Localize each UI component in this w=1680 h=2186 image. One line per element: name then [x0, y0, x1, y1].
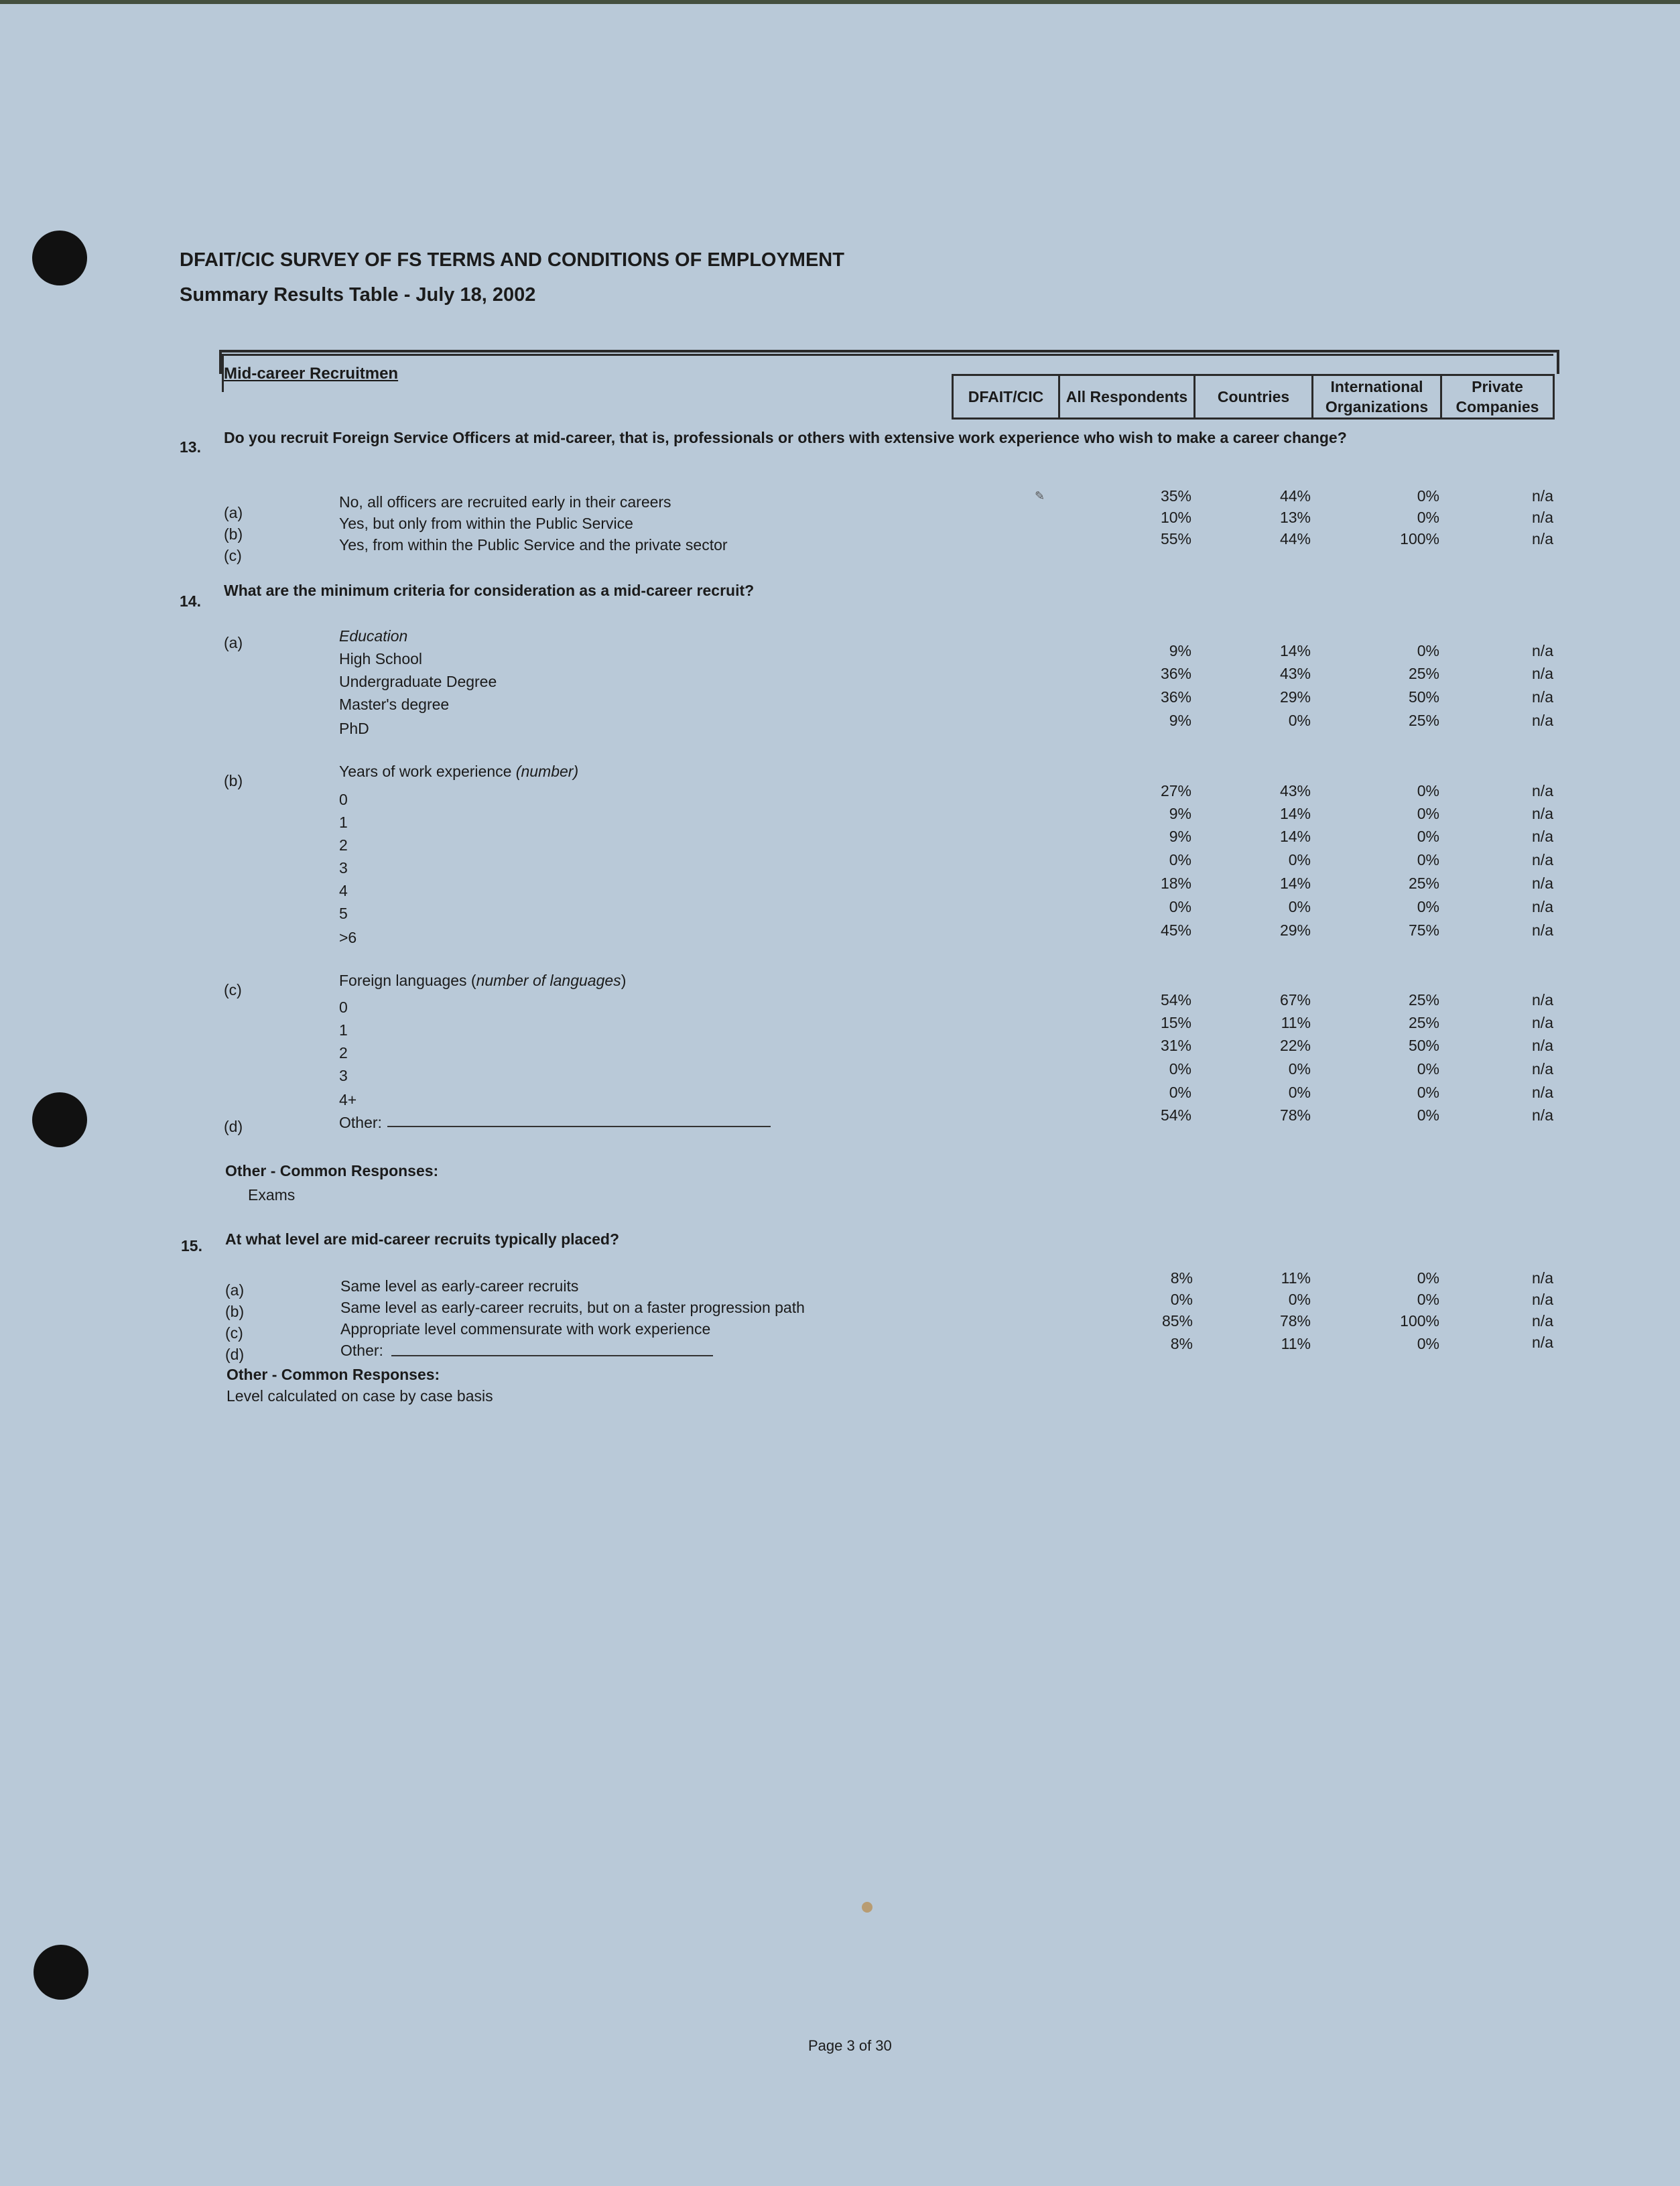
value-private: n/a — [1532, 1014, 1553, 1031]
value-private: n/a — [1532, 487, 1553, 505]
value-all-respondents: 0% — [1169, 851, 1191, 869]
option-text: 3 — [339, 859, 348, 877]
option-label: (a) — [225, 1281, 245, 1299]
value-all-respondents: 85% — [1161, 1312, 1193, 1330]
value-all-respondents: 10% — [1160, 509, 1191, 526]
value-international: 75% — [1408, 921, 1439, 939]
value-private: n/a — [1532, 991, 1553, 1009]
option-label: (b) — [224, 525, 243, 543]
option-text: 1 — [339, 814, 348, 831]
value-international: 0% — [1417, 1269, 1439, 1287]
option-label: (a) — [224, 634, 243, 651]
value-private: n/a — [1532, 1037, 1553, 1054]
value-all-respondents: 8% — [1170, 1269, 1193, 1287]
value-private: n/a — [1532, 1291, 1553, 1308]
value-private: n/a — [1532, 851, 1553, 869]
value-international: 0% — [1417, 1335, 1439, 1352]
value-international: 25% — [1408, 991, 1439, 1009]
value-all-respondents: 27% — [1160, 782, 1191, 799]
value-international: 0% — [1417, 487, 1439, 505]
value-all-respondents: 54% — [1160, 991, 1191, 1009]
value-international: 0% — [1417, 509, 1439, 526]
value-countries: 13% — [1279, 509, 1311, 526]
option-text: 0 — [339, 791, 348, 808]
other-response: Level calculated on case by case basis — [227, 1387, 493, 1405]
option-label: (c) — [224, 981, 242, 999]
value-all-respondents: 9% — [1169, 642, 1191, 659]
option-text: High School — [339, 650, 423, 667]
value-private: n/a — [1532, 805, 1553, 822]
value-countries: 14% — [1279, 642, 1311, 659]
option-text: Other: — [339, 1114, 382, 1131]
question-number: 14. — [180, 592, 201, 610]
value-international: 25% — [1408, 712, 1439, 729]
value-international: 25% — [1408, 1014, 1439, 1031]
fill-in-line — [387, 1126, 771, 1127]
value-international: 0% — [1417, 1291, 1439, 1308]
question-number: 15. — [181, 1237, 202, 1255]
value-countries: 44% — [1279, 487, 1311, 505]
value-all-respondents: 36% — [1160, 665, 1191, 682]
value-private: n/a — [1532, 665, 1553, 682]
value-international: 0% — [1417, 1060, 1439, 1078]
column-header-dfait-cic: DFAIT/CIC — [952, 374, 1060, 420]
option-text: PhD — [339, 720, 369, 737]
value-countries: 11% — [1281, 1335, 1311, 1352]
option-text: 2 — [339, 836, 348, 854]
value-international: 100% — [1400, 1312, 1439, 1330]
value-private: n/a — [1532, 1060, 1553, 1078]
column-header-countries: Countries — [1196, 374, 1313, 420]
option-text: Undergraduate Degree — [339, 673, 497, 690]
other-responses-heading: Other - Common Responses: — [227, 1366, 440, 1383]
value-international: 50% — [1408, 1037, 1439, 1054]
value-private: n/a — [1532, 898, 1553, 915]
document-subtitle: Summary Results Table - July 18, 2002 — [180, 284, 536, 306]
option-text: >6 — [339, 929, 357, 946]
value-international: 0% — [1417, 1084, 1439, 1101]
page-number: Page 3 of 30 — [808, 2037, 892, 2054]
option-label: (d) — [225, 1346, 245, 1363]
option-label: (b) — [224, 772, 243, 789]
option-text: No, all officers are recruited early in their careers — [339, 493, 671, 511]
fill-in-line — [391, 1355, 713, 1356]
value-all-respondents: 45% — [1160, 921, 1191, 939]
option-text: Master's degree — [339, 696, 450, 713]
value-international: 0% — [1417, 782, 1439, 799]
value-international: 25% — [1408, 665, 1439, 682]
option-text: 3 — [339, 1067, 348, 1084]
option-text: Same level as early-career recruits — [340, 1277, 579, 1295]
option-text: 4 — [339, 882, 348, 899]
value-private: n/a — [1532, 828, 1553, 845]
option-text: Same level as early-career recruits, but on a faster progression path — [340, 1299, 805, 1316]
value-countries: 29% — [1279, 921, 1311, 939]
subsection-heading: Years of work experience (number) — [339, 763, 579, 780]
value-international: 100% — [1400, 530, 1439, 548]
value-all-respondents: 0% — [1169, 898, 1191, 915]
value-private: n/a — [1532, 530, 1553, 548]
other-responses-heading: Other - Common Responses: — [225, 1162, 439, 1179]
value-all-respondents: 9% — [1169, 712, 1191, 729]
option-text: Yes, but only from within the Public Service — [339, 515, 633, 532]
value-international: 0% — [1417, 898, 1439, 915]
option-label: (c) — [225, 1324, 243, 1342]
value-countries: 78% — [1279, 1106, 1311, 1124]
option-label: (c) — [224, 547, 242, 564]
value-private: n/a — [1532, 1106, 1553, 1124]
value-countries: 29% — [1279, 688, 1311, 706]
document-title: DFAIT/CIC SURVEY OF FS TERMS AND CONDITIONS OF EMPLOYMENT — [180, 249, 844, 271]
punch-hole — [32, 231, 87, 285]
value-all-respondents: 0% — [1169, 1084, 1191, 1101]
value-countries: 67% — [1279, 991, 1311, 1009]
value-private: n/a — [1532, 509, 1553, 526]
value-private: n/a — [1532, 921, 1553, 939]
value-countries: 0% — [1288, 1084, 1311, 1101]
column-header-all-respondents: All Respondents — [1060, 374, 1196, 420]
value-countries: 43% — [1279, 782, 1311, 799]
value-all-respondents: 31% — [1160, 1037, 1191, 1054]
value-private: n/a — [1532, 1312, 1553, 1330]
value-private: n/a — [1532, 642, 1553, 659]
value-international: 0% — [1417, 828, 1439, 845]
option-label: (a) — [224, 504, 243, 521]
value-all-respondents: 0% — [1169, 1060, 1191, 1078]
scan-top-edge — [0, 0, 1680, 4]
option-text: 4+ — [339, 1091, 357, 1108]
value-private: n/a — [1532, 1269, 1553, 1287]
pencil-note-icon: ✎ — [1035, 489, 1045, 503]
value-international: 50% — [1408, 688, 1439, 706]
value-all-respondents: 9% — [1169, 805, 1191, 822]
question-text: Do you recruit Foreign Service Officers at mid-career, that is, professionals or others with extensive work experience who wish to make a career change? — [224, 429, 1347, 446]
value-countries: 0% — [1288, 712, 1311, 729]
value-countries: 11% — [1281, 1269, 1311, 1287]
value-countries: 11% — [1281, 1014, 1311, 1031]
value-private: n/a — [1532, 1334, 1553, 1351]
value-all-respondents: 18% — [1160, 875, 1191, 892]
value-private: n/a — [1532, 875, 1553, 892]
value-countries: 0% — [1288, 1060, 1311, 1078]
column-header-private-companies: Private Companies — [1442, 374, 1555, 420]
value-private: n/a — [1532, 712, 1553, 729]
value-international: 0% — [1417, 642, 1439, 659]
punch-hole — [34, 1945, 88, 2000]
option-label: (d) — [224, 1118, 243, 1135]
column-header-international-organizations: International Organizations — [1313, 374, 1442, 420]
value-international: 25% — [1408, 875, 1439, 892]
value-countries: 14% — [1279, 828, 1311, 845]
value-private: n/a — [1532, 688, 1553, 706]
value-all-respondents: 9% — [1169, 828, 1191, 845]
value-all-respondents: 55% — [1160, 530, 1191, 548]
value-all-respondents: 35% — [1160, 487, 1191, 505]
value-countries: 22% — [1279, 1037, 1311, 1054]
value-countries: 44% — [1279, 530, 1311, 548]
option-text: Appropriate level commensurate with work experience — [340, 1320, 711, 1338]
question-number: 13. — [180, 438, 201, 456]
value-countries: 0% — [1288, 898, 1311, 915]
value-all-respondents: 8% — [1170, 1335, 1193, 1352]
value-all-respondents: 54% — [1160, 1106, 1191, 1124]
value-all-respondents: 15% — [1160, 1014, 1191, 1031]
value-countries: 78% — [1279, 1312, 1311, 1330]
subsection-heading: Education — [339, 627, 408, 645]
value-international: 0% — [1417, 851, 1439, 869]
section-label: Mid-career Recruitmen — [224, 365, 399, 383]
value-private: n/a — [1532, 782, 1553, 799]
option-label: (b) — [225, 1303, 245, 1320]
other-response: Exams — [248, 1186, 296, 1204]
option-text: 5 — [339, 905, 348, 922]
question-text: What are the minimum criteria for consideration as a mid-career recruit? — [224, 582, 755, 599]
punch-hole — [32, 1092, 87, 1147]
option-text: 1 — [339, 1021, 348, 1039]
option-text: Yes, from within the Public Service and the private sector — [339, 536, 728, 554]
option-text: Other: — [340, 1342, 383, 1359]
paper-speck — [862, 1902, 873, 1913]
value-international: 0% — [1417, 1106, 1439, 1124]
subsection-heading: Foreign languages (number of languages) — [339, 972, 627, 989]
value-all-respondents: 36% — [1160, 688, 1191, 706]
value-countries: 43% — [1279, 665, 1311, 682]
value-all-respondents: 0% — [1170, 1291, 1193, 1308]
value-countries: 0% — [1288, 1291, 1311, 1308]
question-text: At what level are mid-career recruits typically placed? — [225, 1230, 620, 1248]
value-countries: 14% — [1279, 805, 1311, 822]
value-international: 0% — [1417, 805, 1439, 822]
value-private: n/a — [1532, 1084, 1553, 1101]
value-countries: 0% — [1288, 851, 1311, 869]
value-countries: 14% — [1279, 875, 1311, 892]
option-text: 2 — [339, 1044, 348, 1062]
option-text: 0 — [339, 999, 348, 1016]
